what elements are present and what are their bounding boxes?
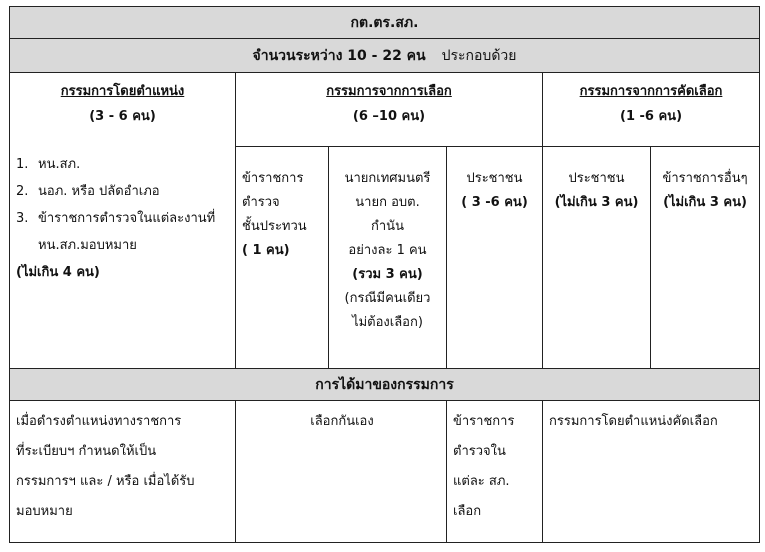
item-text: นอภ. หรือ ปลัดอำเภอ (38, 184, 160, 199)
cell-line: (กรณีมีคนเดียว (344, 291, 431, 306)
cell-line: (ไม่เกิน 3 คน) (554, 195, 639, 210)
cell-line: ( 3 -6 คน) (461, 195, 528, 210)
citizens-elected-cell (447, 147, 543, 369)
citizens-selected-cell (543, 147, 651, 369)
local-leaders-cell (329, 147, 447, 369)
cell-line: ที่ระเบียบฯ กำหนดให้เป็น (16, 444, 157, 459)
committee-structure-table (9, 6, 760, 543)
cell-line: ประชาชน (568, 171, 625, 186)
cell-line: ตำรวจ (242, 195, 280, 210)
cell-line: นายก อบต. (355, 195, 420, 210)
cell-line: กำนัน (371, 219, 404, 234)
elected-heading: กรรมการจากการเลือก (326, 84, 452, 99)
member-count-text: จำนวนระหว่าง 10 - 22 คน (252, 47, 426, 64)
selected-heading: กรรมการจากการคัดเลือก (579, 84, 723, 99)
cell-line: ชั้นประทวน (242, 219, 307, 234)
ex-officio-heading: กรรมการโดยตำแหน่ง (60, 84, 185, 99)
acquisition-selected-cell (543, 401, 760, 543)
police-officer-cell (236, 147, 329, 369)
table-subtitle (10, 39, 760, 73)
ex-officio-count: (3 - 6 คน) (89, 109, 156, 124)
section-title-text: การได้มาของกรรมการ (315, 376, 454, 393)
elected-count: (6 –10 คน) (352, 109, 426, 124)
selected-count: (1 -6 คน) (620, 109, 683, 124)
list-item (16, 205, 231, 259)
title-text: กต.ตร.สภ. (350, 14, 419, 31)
composed-of-text: ประกอบด้วย (441, 47, 517, 64)
cell-line: ตำรวจใน (453, 444, 506, 459)
cell-line: ไม่ต้องเลือก) (352, 315, 423, 330)
other-officials-cell (651, 147, 760, 369)
cell-line: เลือก (453, 504, 482, 519)
cell-line: ประชาชน (466, 171, 523, 186)
cell-line: (รวม 3 คน) (352, 267, 423, 282)
table-title (10, 7, 760, 39)
cell-line: เลือกกันเอง (310, 414, 374, 429)
cell-line: เมื่อดำรงตำแหน่งทางราชการ (16, 414, 182, 429)
cell-line: (ไม่เกิน 3 คน) (663, 195, 747, 210)
cell-line: นายกเทศมนตรี (344, 171, 431, 186)
cell-line: กรรมการฯ และ / หรือ เมื่อได้รับ (16, 474, 195, 489)
item-number: 1. (16, 157, 29, 172)
item-text: หน.สภ. (38, 157, 81, 172)
acquisition-citizens-cell (447, 401, 543, 543)
cell-line: ข้าราชการ (242, 171, 304, 186)
cell-line: แต่ละ สภ. (453, 474, 510, 489)
cell-line: อย่างละ 1 คน (348, 243, 427, 258)
list-item (16, 151, 231, 178)
acquisition-ex-officio-cell (10, 401, 236, 543)
cell-line: ข้าราชการอื่นๆ (662, 171, 748, 186)
cell-line: ( 1 คน) (242, 243, 290, 258)
acquisition-elected-cell (236, 401, 447, 543)
ex-officio-column (10, 73, 236, 369)
elected-column-header (236, 73, 543, 147)
cell-line: กรรมการโดยตำแหน่งคัดเลือก (549, 414, 718, 429)
cell-line: มอบหมาย (16, 504, 73, 519)
section-acquisition-title (10, 369, 760, 401)
list-item (16, 178, 231, 205)
item-number: 3. (16, 211, 29, 226)
ex-officio-limit: (ไม่เกิน 4 คน) (16, 265, 100, 280)
item-text: ข้าราชการตำรวจในแต่ละงานที่ หน.สภ.มอบหมาย (38, 211, 216, 253)
item-number: 2. (16, 184, 29, 199)
selected-column-header (543, 73, 760, 147)
ex-officio-list (10, 129, 235, 286)
cell-line: ข้าราชการ (453, 414, 515, 429)
committee-table-wrapper (9, 6, 759, 543)
